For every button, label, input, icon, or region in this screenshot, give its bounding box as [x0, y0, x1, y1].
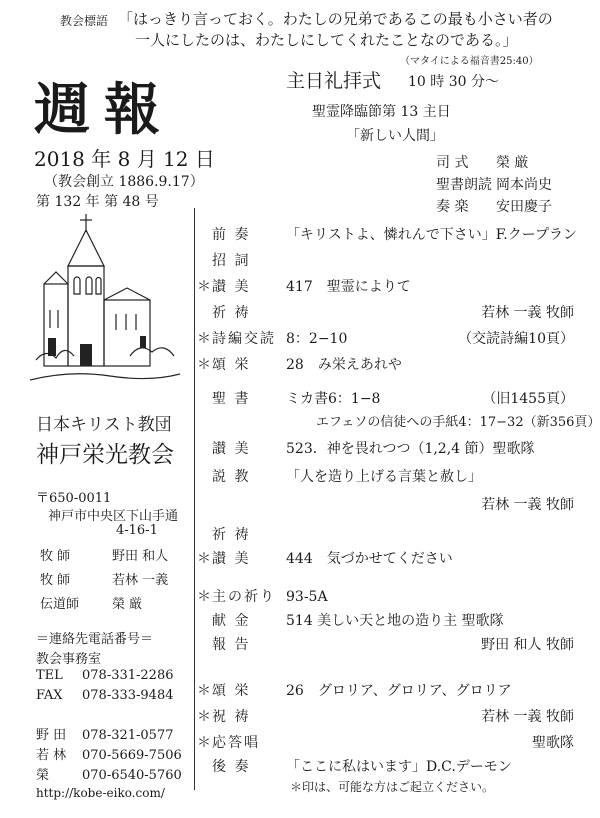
order-item-name: 後 奏	[212, 759, 251, 775]
order-item-name: 聖 書	[212, 391, 251, 407]
personnel-role: 牧 師	[40, 573, 71, 588]
phone-label: 若 林	[36, 748, 67, 763]
order-item-leader: 若林 一義 牧師	[481, 497, 574, 513]
order-item-leader: 野田 和人 牧師	[481, 637, 574, 653]
staff-role: 司 式	[436, 155, 469, 171]
order-item-name: 説 教	[212, 469, 251, 485]
order-item	[196, 224, 577, 244]
motto-line-1: 「はっきり言っておく。わたしの兄弟であるこの最も小さい者の	[118, 10, 553, 28]
order-item-name: 前 奏	[212, 227, 251, 243]
phone-row	[36, 724, 174, 743]
order-item-name: 報 告	[212, 637, 251, 653]
order-item	[196, 276, 411, 296]
order-item-detail: 「ここに私はいます」D.C.デーモン	[286, 759, 512, 775]
personnel-role: 牧 師	[40, 549, 71, 564]
staff-row	[436, 152, 528, 172]
stand-mark: ＊	[197, 589, 211, 605]
phone-label: 榮	[36, 768, 50, 783]
personnel-row	[40, 569, 168, 588]
sermon-theme: 「新しい人間」	[346, 128, 444, 144]
phone-number: 070-5669-7506	[82, 748, 182, 763]
order-item-detail: 523．神を畏れつつ（1,2,4 節）聖歌隊	[286, 441, 535, 457]
order-item	[196, 548, 453, 568]
service-time: 10 時 30 分〜	[408, 74, 499, 90]
order-item-reference: （旧1455頁）	[482, 391, 574, 407]
order-item-detail: 514 美しい天と地の造り主 聖歌隊	[286, 613, 504, 629]
order-item-detail: 「キリストよ、憐れんで下さい」F.クープラン	[286, 227, 578, 243]
order-item-name: 讃 美	[212, 279, 251, 295]
stand-mark: ＊	[197, 331, 211, 347]
fax-number: 078-333-9484	[82, 688, 174, 703]
order-item-detail: 417 聖霊によりて	[286, 279, 411, 295]
order-item-leader: 若林 一義 牧師	[481, 709, 574, 725]
standing-note: ＊印は、可能な方はご起立ください。	[290, 780, 495, 794]
order-item-detail: 93-5A	[286, 589, 328, 605]
column-divider	[194, 208, 195, 790]
order-item	[196, 250, 286, 270]
order-item	[196, 634, 286, 654]
personnel-row	[40, 593, 142, 612]
liturgical-season: 聖霊降臨節第 13 主日	[312, 104, 451, 120]
order-item-leader: 聖歌隊	[532, 735, 574, 751]
order-item-detail: ミカ書6：1−8	[286, 391, 381, 407]
motto-line-2: 一人にしたのは、わたしにしてくれたことなのである。」	[135, 31, 518, 49]
personnel-name: 若林 一義	[112, 573, 169, 588]
personnel-row	[40, 545, 168, 564]
fax-row	[36, 688, 174, 703]
order-item-detail: 444 気づかせてください	[286, 551, 453, 567]
order-item-detail: 26 グロリア、グロリア、グロリア	[286, 683, 512, 699]
order-item	[196, 680, 512, 700]
staff-name: 安田慶子	[496, 199, 552, 215]
order-item	[196, 756, 512, 776]
phone-row	[36, 764, 182, 783]
staff-row	[436, 174, 552, 194]
bulletin-date: 2018 年 8 月 12 日	[34, 147, 215, 171]
personnel-role: 伝道師	[40, 597, 80, 612]
order-item-name: 献 金	[212, 613, 251, 629]
stand-mark: ＊	[197, 735, 211, 751]
order-item-detail: 8：2−10	[286, 331, 348, 347]
order-item-name: 讃 美	[212, 551, 251, 567]
order-item-name: 頌 栄	[212, 357, 251, 373]
church-organization: 日本キリスト教団	[36, 415, 172, 435]
staff-name: 榮 厳	[496, 155, 529, 171]
tel-number: 078-331-2286	[82, 668, 174, 683]
order-item-name: 祈 祷	[212, 305, 251, 321]
order-item-leader: 若林 一義 牧師	[481, 305, 574, 321]
order-item	[196, 388, 380, 408]
phone-number: 070-6540-5760	[82, 768, 182, 783]
staff-row	[436, 196, 552, 216]
order-item	[196, 328, 347, 348]
order-item	[196, 610, 504, 630]
church-illustration	[30, 210, 180, 390]
personnel-name: 榮 厳	[112, 597, 143, 612]
order-item-name: 頌 栄	[212, 683, 251, 699]
personnel-name: 野田 和人	[112, 549, 169, 564]
order-item-detail: 「人を造り上げる言葉と赦し」	[286, 469, 482, 485]
order-item	[196, 524, 286, 544]
address-line: 神戸市中央区下山手通	[48, 509, 179, 524]
order-item-name: 応答唱	[212, 735, 260, 751]
office-label: 教会事務室	[36, 652, 102, 667]
order-item-name: 祝 祷	[212, 709, 251, 725]
tel-label: TEL	[36, 668, 63, 683]
order-item	[196, 706, 286, 726]
order-item-name: 招 詞	[212, 253, 251, 269]
issue-number: 第 132 年 第 48 号	[36, 194, 159, 210]
stand-mark: ＊	[197, 279, 211, 295]
order-item-name: 詩編交読	[212, 331, 276, 347]
postal-code: 〒650-0011	[36, 491, 112, 506]
phone-label: 野 田	[36, 728, 67, 743]
church-name: 神戸栄光教会	[36, 442, 174, 468]
order-item-name: 讃 美	[212, 441, 251, 457]
address-line: 4-16-1	[116, 523, 158, 538]
masthead-title: 週報	[34, 77, 174, 143]
stand-mark: ＊	[197, 683, 211, 699]
motto-label: 教会標語	[60, 14, 109, 28]
fax-label: FAX	[36, 688, 63, 703]
phone-row	[36, 744, 182, 763]
staff-role: 奏 楽	[436, 199, 469, 215]
stand-mark: ＊	[197, 551, 211, 567]
tel-row	[36, 668, 174, 683]
order-item-detail-continued: エフェソの信徒への手紙4：17−32（新356頁）	[316, 415, 600, 430]
contact-heading: ＝連絡先電話番号＝	[36, 632, 154, 647]
staff-name: 岡本尚史	[496, 177, 552, 193]
order-item	[196, 438, 535, 458]
order-item	[196, 302, 286, 322]
staff-role: 聖書朗読	[436, 177, 492, 193]
stand-mark: ＊	[197, 357, 211, 373]
phone-number: 078-321-0577	[82, 728, 174, 743]
service-title: 主日礼拝式	[286, 70, 382, 92]
order-item	[196, 354, 402, 374]
order-item-reference: （交読詩編10頁）	[458, 331, 574, 347]
order-item-name: 主の祈り	[212, 589, 276, 605]
order-item	[196, 466, 482, 486]
motto-source: （マタイによる福音書25:40）	[400, 56, 539, 67]
stand-mark: ＊	[197, 709, 211, 725]
order-item	[196, 732, 286, 752]
order-item-detail: 28 み栄えあれや	[286, 357, 402, 373]
church-website-link[interactable]: http://kobe-eiko.com/	[36, 786, 165, 800]
order-item-name: 祈 祷	[212, 527, 251, 543]
order-item	[196, 586, 328, 606]
founded-date: （教会創立 1886.9.17）	[44, 174, 204, 190]
